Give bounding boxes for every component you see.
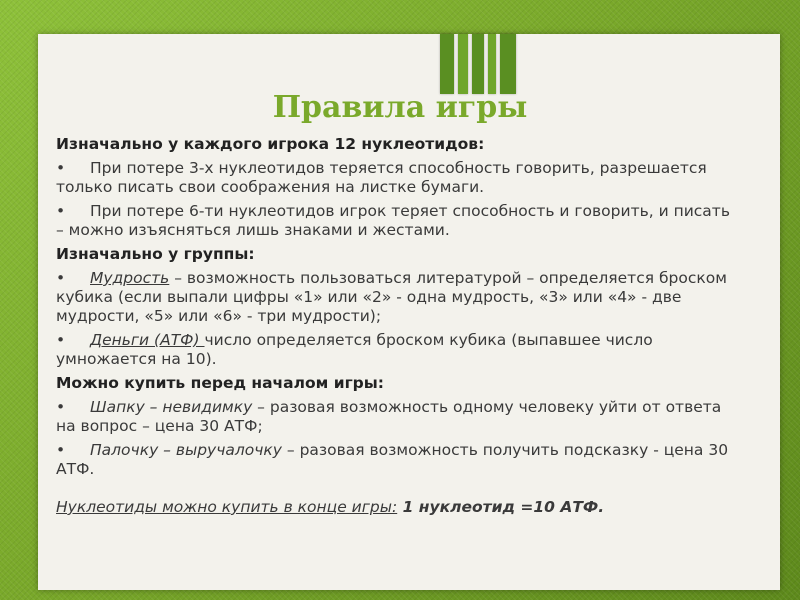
- list-item: [56, 269, 736, 326]
- term-wisdom: Мудрость: [90, 269, 170, 287]
- rules-content: [56, 135, 736, 522]
- decorative-stripe: [472, 34, 484, 94]
- list-item-text: При потере 6-ти нуклеотидов игрок теряет способность и говорить, и писать – можно изъясняться лишь знаками и жестами.: [56, 202, 730, 239]
- bullet-icon: •: [56, 159, 66, 177]
- section-heading-initial-player: Изначально у каждого игрока 12 нуклеотидов:: [56, 135, 485, 153]
- decorative-stripes: [440, 34, 530, 94]
- decorative-stripe: [440, 34, 454, 94]
- decorative-stripe: [500, 34, 516, 94]
- bullet-icon: •: [56, 269, 66, 287]
- bullet-icon: •: [56, 331, 66, 349]
- footer-buy-note: Нуклеотиды можно купить в конце игры:: [56, 498, 398, 516]
- list-item: [56, 398, 736, 436]
- list-item: [56, 159, 736, 197]
- list-item-text: – возможность пользоваться литературой – определяется броском кубика (если выпали цифры «1» или «2» - одна мудрость, «3» или «4» - две мудрости, «5» или «6» - три мудрости);: [56, 269, 727, 325]
- list-item-text: число определяется броском кубика (выпавшее число умножается на 10).: [56, 331, 653, 368]
- list-item-text: При потере 3-х нуклеотидов теряется способность говорить, разрешается только писать свои соображения на листке бумаги.: [56, 159, 707, 196]
- footer-note: [56, 498, 736, 517]
- decorative-stripe: [458, 34, 468, 94]
- section-heading-purchases: Можно купить перед началом игры:: [56, 374, 384, 392]
- bullet-icon: •: [56, 398, 66, 416]
- footer-exchange-rate: 1 нуклеотид =10 АТФ.: [397, 498, 605, 516]
- list-item: [56, 331, 736, 369]
- list-item: [56, 202, 736, 240]
- item-invisibility-hat: Шапку – невидимку: [90, 398, 253, 416]
- bullet-icon: •: [56, 441, 66, 459]
- list-item-text: – разовая возможность получить подсказку - цена 30 АТФ.: [56, 441, 729, 478]
- bullet-icon: •: [56, 202, 66, 220]
- list-item-text: – разовая возможность одному человеку уйти от ответа на вопрос – цена 30 АТФ;: [56, 398, 722, 435]
- list-item: [56, 441, 736, 479]
- item-magic-wand: Палочку – выручалочку: [90, 441, 282, 459]
- section-heading-initial-group: Изначально у группы:: [56, 245, 255, 263]
- term-money: Деньги (АТФ): [90, 331, 205, 349]
- page-title: Правила игры: [272, 90, 528, 125]
- spacer: [56, 484, 736, 498]
- decorative-stripe: [488, 34, 496, 94]
